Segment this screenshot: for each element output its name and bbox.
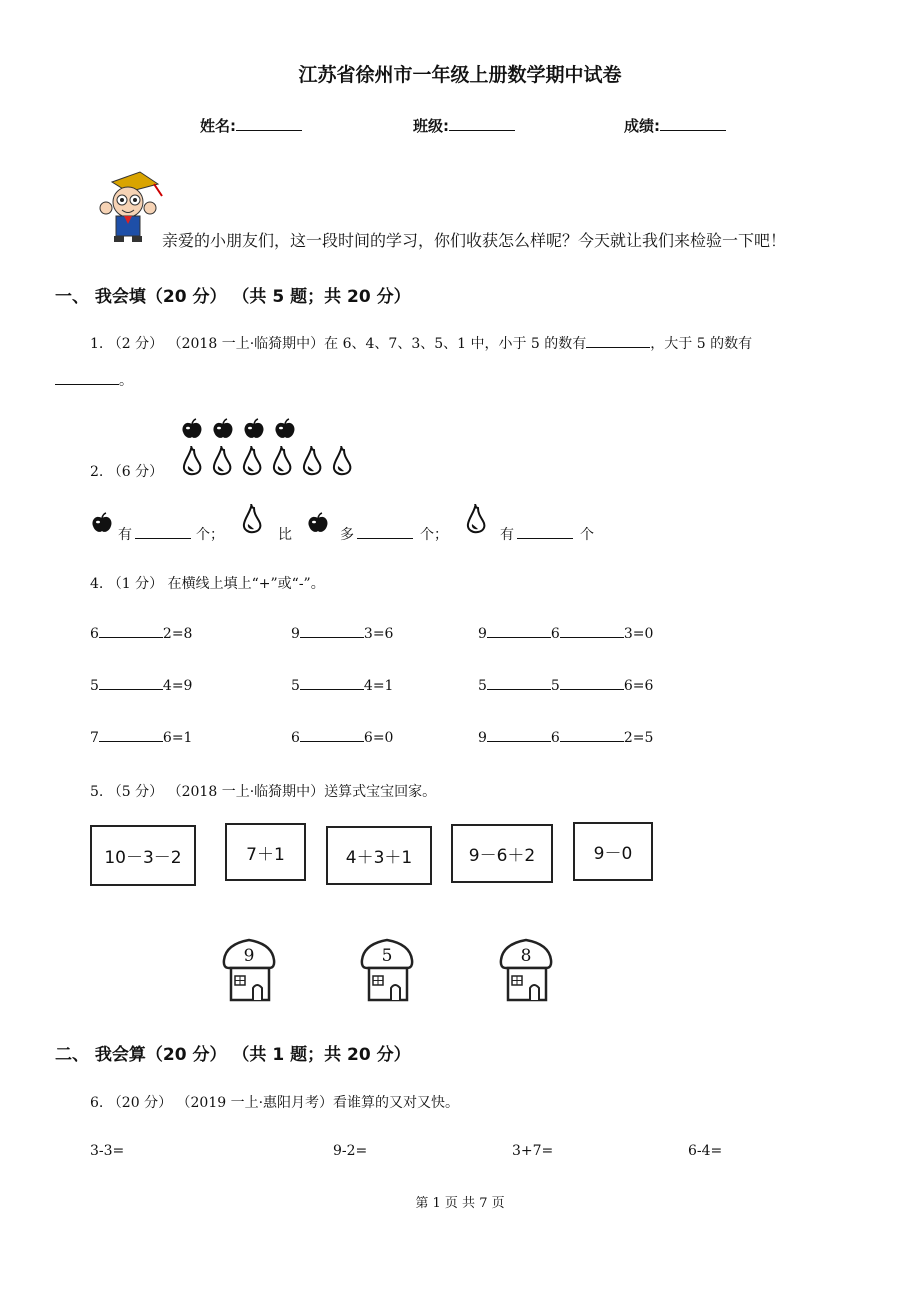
apple-icon	[90, 512, 114, 534]
page-footer: 第 1 页 共 7 页	[415, 1196, 505, 1211]
pear-icon	[270, 446, 294, 476]
q4-result: 6=1	[162, 730, 193, 746]
q4-equation	[478, 729, 653, 746]
name-label: 姓名:	[200, 117, 236, 135]
q1-text-b: ，大于 5 的数有	[650, 336, 753, 352]
q4-result: 6=0	[363, 730, 394, 746]
expression-card[interactable]: 7＋1	[225, 823, 306, 881]
house-number: 8	[520, 946, 532, 966]
q4-result: 2=5	[623, 730, 654, 746]
q4-blank[interactable]	[300, 677, 364, 690]
pear-icon	[240, 446, 264, 476]
q4-blank[interactable]	[300, 625, 364, 638]
question-4: 4. （1 分） 在横线上填上“+”或“-”。	[90, 576, 325, 592]
q4-blank[interactable]	[560, 729, 624, 742]
q2-you-2: 有	[500, 527, 514, 543]
q1-blank-2[interactable]	[55, 372, 119, 385]
q2-you-1: 有	[118, 527, 132, 543]
apple-icon	[273, 418, 297, 440]
q6-item: 6-4=	[688, 1143, 723, 1159]
house-icon	[219, 934, 279, 1006]
expression-card[interactable]: 9－0	[573, 822, 653, 881]
q4-equation	[291, 729, 393, 746]
q4-equation	[90, 729, 192, 746]
house-number: 5	[381, 946, 393, 966]
question-1	[90, 333, 752, 353]
section-2-heading: 二、 我会算（20 分） （共 1 题；共 20 分）	[55, 1045, 411, 1065]
q6-item: 3+7=	[512, 1143, 554, 1159]
q4-operand: 9	[291, 626, 300, 642]
q4-operand: 6	[291, 730, 300, 746]
pear-icon	[240, 504, 264, 534]
section-1-heading: 一、 我会填（20 分） （共 5 题；共 20 分）	[55, 287, 411, 307]
q4-equation	[90, 677, 192, 694]
q1-text-a: 1. （2 分） （2018 一上·临猗期中）在 6、4、7、3、5、1 中，小于 5 的数有	[90, 336, 587, 352]
house[interactable]	[219, 934, 279, 1006]
score-label: 成绩:	[624, 117, 660, 135]
q4-equation	[291, 677, 393, 694]
house-icon	[357, 934, 417, 1006]
q4-equation	[90, 625, 192, 642]
q4-operand: 6	[90, 626, 99, 642]
q1-text-c: 。	[119, 373, 133, 389]
apple-icon	[242, 418, 266, 440]
q4-blank[interactable]	[300, 729, 364, 742]
q2-label: 2. （6 分）	[90, 464, 164, 480]
q2-blank-1[interactable]	[135, 526, 191, 539]
pear-icon	[330, 446, 354, 476]
question-5: 5. （5 分） （2018 一上·临猗期中）送算式宝宝回家。	[90, 784, 437, 800]
pear-icon	[210, 446, 234, 476]
q2-blank-2[interactable]	[357, 526, 413, 539]
pear-icon	[464, 504, 488, 534]
page-title: 江苏省徐州市一年级上册数学期中试卷	[298, 64, 622, 86]
q4-operand: 7	[90, 730, 99, 746]
q4-blank[interactable]	[487, 729, 551, 742]
q2-duo: 多	[340, 527, 354, 543]
q4-result: 4=9	[162, 678, 193, 694]
q4-blank[interactable]	[487, 625, 551, 638]
class-field[interactable]	[413, 115, 515, 136]
q4-blank[interactable]	[560, 677, 624, 690]
question-1-cont	[55, 370, 133, 390]
q2-ge-3: 个	[580, 527, 594, 543]
q2-ge-2: 个；	[420, 527, 448, 543]
house-icon	[496, 934, 556, 1006]
q6-item: 9-2=	[333, 1143, 368, 1159]
pear-icon	[300, 446, 324, 476]
q4-blank[interactable]	[487, 677, 551, 690]
q4-equation	[291, 625, 393, 642]
q4-blank[interactable]	[560, 625, 624, 638]
q4-operand: 6	[550, 626, 560, 642]
mascot-icon	[92, 168, 166, 244]
q1-blank-1[interactable]	[586, 335, 650, 348]
q2-blank-3[interactable]	[517, 526, 573, 539]
q4-result: 3=0	[623, 626, 654, 642]
pear-icon	[180, 446, 204, 476]
apple-icon	[180, 418, 204, 440]
house[interactable]	[496, 934, 556, 1006]
house-number: 9	[243, 946, 255, 966]
q4-result: 6=6	[623, 678, 654, 694]
q2-bi: 比	[278, 527, 292, 543]
expression-card[interactable]: 9－6＋2	[451, 824, 553, 883]
class-label: 班级:	[413, 117, 449, 135]
expression-card[interactable]: 4＋3＋1	[326, 826, 432, 885]
greeting-text: 亲爱的小朋友们，这一段时间的学习，你们收获怎么样呢？今天就让我们来检验一下吧！	[162, 231, 787, 250]
apple-row	[180, 418, 304, 444]
apple-icon	[306, 512, 330, 534]
q2-ge-1: 个；	[196, 527, 224, 543]
q4-operand: 6	[550, 730, 560, 746]
q4-blank[interactable]	[99, 729, 163, 742]
q4-operand: 5	[291, 678, 300, 694]
q4-operand: 9	[478, 626, 487, 642]
pear-row	[180, 446, 360, 480]
q4-equation	[478, 625, 653, 642]
score-field[interactable]	[624, 115, 726, 136]
expression-card[interactable]: 10－3－2	[90, 825, 196, 886]
q4-operand: 5	[478, 678, 487, 694]
question-6: 6. （20 分） （2019 一上·惠阳月考）看谁算的又对又快。	[90, 1095, 460, 1111]
q4-blank[interactable]	[99, 677, 163, 690]
q4-result: 4=1	[363, 678, 394, 694]
q4-operand: 5	[550, 678, 560, 694]
q4-equation	[478, 677, 653, 694]
q4-operand: 9	[478, 730, 487, 746]
q4-result: 3=6	[363, 626, 394, 642]
q6-item: 3-3=	[90, 1143, 125, 1159]
q4-blank[interactable]	[99, 625, 163, 638]
apple-icon	[211, 418, 235, 440]
name-field[interactable]	[200, 115, 302, 136]
house[interactable]	[357, 934, 417, 1006]
q4-operand: 5	[90, 678, 99, 694]
q4-result: 2=8	[162, 626, 193, 642]
